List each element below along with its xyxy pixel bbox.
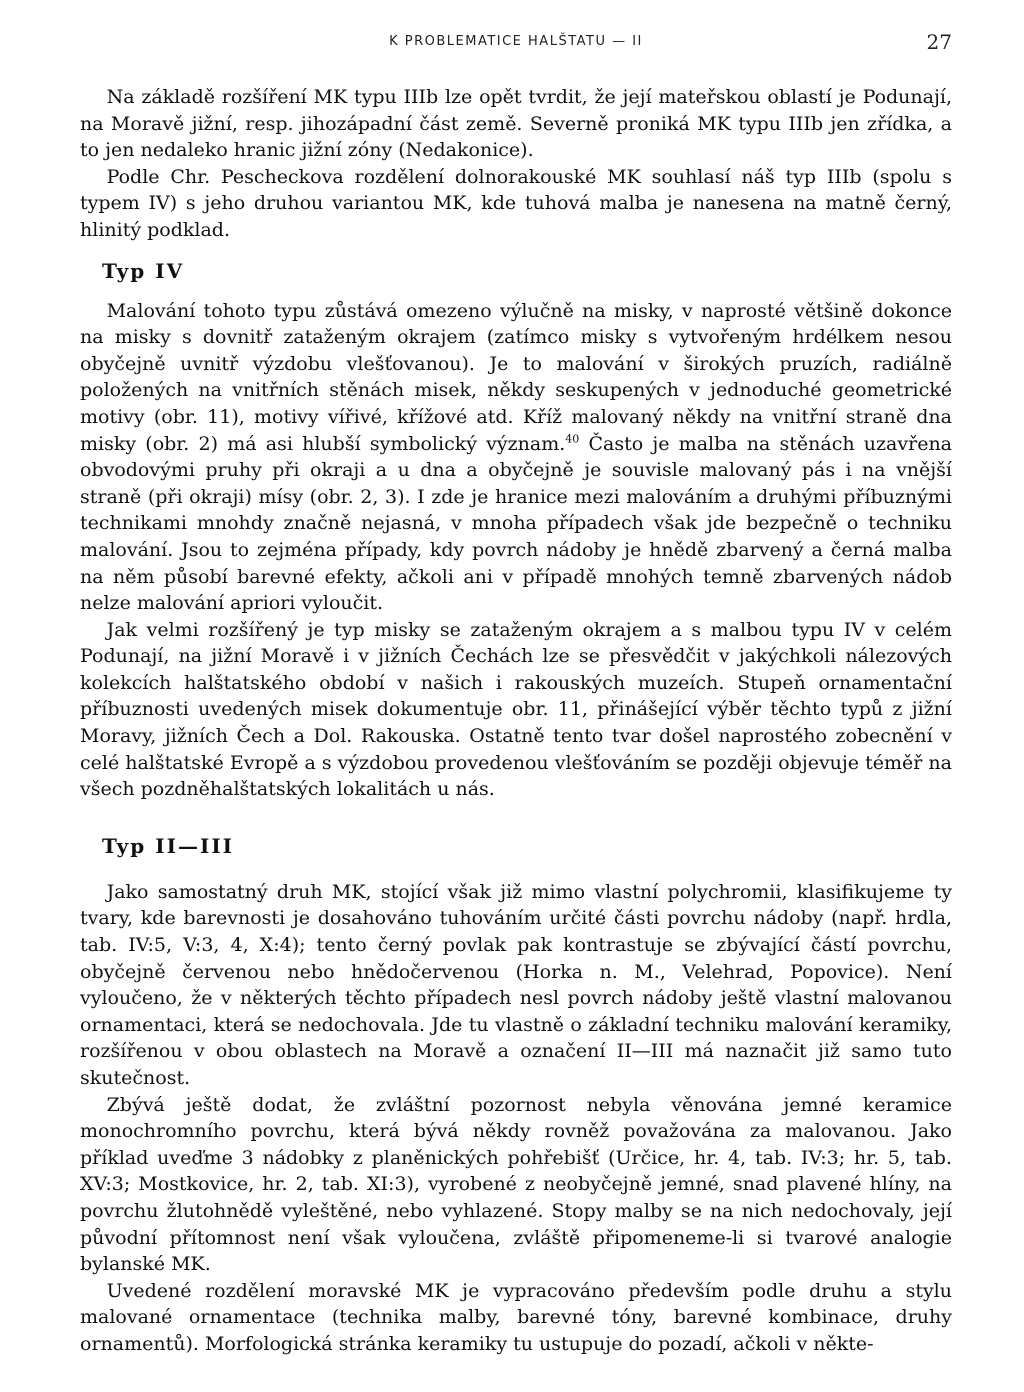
- intro-paragraph-2: Podle Chr. Pescheckova rozdělení dolnorakouské MK souhlasí náš typ IIIb (spolu s typem IV) s jeho druhou variantou MK, kde tuhová malba je nanesena na matně černý, hlinitý podklad.: [80, 165, 952, 241]
- page-number: 27: [926, 30, 952, 54]
- typ-iv-paragraph-2: Jak velmi rozšířený je typ misky se zataženým okrajem a s malbou typu IV v celém Podunají, na jižní Moravě i v jižních Čechách lze se přesvědčit v jakýchkoli nálezových kolekcích halštatského období v našich i rakouských muzeích. Stupeň ornamentační příbuznosti uvedených misek dokumentuje obr. 11, přinášející výběr těchto typů z jižní Moravy, jižních Čech a Dol. Rakouska. Ostatně tento tvar došel naprostého zobecnění v celé halštatské Evropě a s výzdobou provedenou vlešťováním se později objevuje téměř na všech pozdněhalštatských lokalitách u nás.: [80, 618, 952, 801]
- running-header: [80, 28, 952, 58]
- typ-iv-paragraph-1: [80, 298, 952, 617]
- typ-ii-iii-paragraph-2: Zbývá ještě dodat, že zvláštní pozornost nebyla věnována jemné keramice monochromního povrchu, která bývá někdy rovněž považována za malovanou. Jako příklad uveďme 3 nádobky z planěnických pohřebišť (Určice, hr. 4, tab. IV:3; hr. 5, tab. XV:3; Mostkovice, hr. 2, tab. XI:3), vyrobené z neobyčejně jemné, snad plavené hlíny, na povrchu žlutohnědě vyleštěné, nebo vyhlazené. Stopy malby se na nich nedochovaly, její původní přítomnost není však vyloučena, zvláště připomeneme-li si tvarové analogie bylanské MK.: [80, 1093, 952, 1276]
- intro-paragraph-1: Na základě rozšíření MK typu IIIb lze opět tvrdit, že její mateřskou oblastí je Podunají, na Moravě jižní, resp. jihozápadní část země. Severně proniká MK typu IIIb jen zřídka, a to jen nedaleko hranic jižní zóny (Nedakonice).: [80, 86, 952, 162]
- section-heading-typ-ii-iii: Typ II—III: [102, 833, 235, 858]
- running-title: K PROBLEMATICE HALŠTATU — II: [389, 34, 643, 49]
- footnote-reference: 40: [565, 432, 580, 446]
- page: [80, 28, 952, 1358]
- section-heading-typ-iv: Typ IV: [102, 258, 185, 283]
- typ-iv-paragraph-1-text-a: Malování tohoto typu zůstává omezeno výlučně na misky, v naprosté většině dokonce na misky s dovnitř zataženým okrajem (zatímco misky s vytvořeným hrdélkem nesou obyčejně uvnitř výzdobu vlešťovanou). Je to malování v širokých pruzích, radiálně položených na vnitřních stěnách misek, někdy seskupených v jednoduché geometrické motivy (obr. 11), motivy vířivé, křížové atd. Kříž malovaný někdy na vnitřní straně dna misky (obr. 2) má asi hlubší symbolický význam.: [80, 299, 952, 455]
- typ-ii-iii-paragraph-1: Jako samostatný druh MK, stojící však již mimo vlastní polychromii, klasifikujeme ty tvary, kde barevnosti je dosahováno tuhováním určité části povrchu nádoby (např. hrdla, tab. IV:5, V:3, 4, X:4); tento černý povlak pak kontrastuje se zbývající částí povrchu, obyčejně červenou nebo hnědočervenou (Horka n. M., Velehrad, Popovice). Není vyloučeno, že v některých těchto případech nesl povrch nádoby ještě vlastní malovanou ornamentaci, která se nedochovala. Jde tu vlastně o základní techniku malování keramiky, rozšířenou v obou oblastech na Moravě a označení II—III má naznačit již samo tuto skutečnost.: [80, 880, 952, 1089]
- article-body: [80, 84, 952, 1358]
- typ-ii-iii-paragraph-3: Uvedené rozdělení moravské MK je vypracováno především podle druhu a stylu malované ornamentace (technika malby, barevné tóny, barevné kombinace, druhy ornamentů). Morfologická stránka keramiky tu ustupuje do pozadí, ačkoli v někte-: [80, 1279, 952, 1355]
- typ-iv-paragraph-1-text-b: Často je malba na stěnách uzavřena obvodovými pruhy při okraji a u dna a obyčejně je souvisle malovaný pás i na vnější straně (při okraji) mísy (obr. 2, 3). I zde je hranice mezi malováním a druhými příbuznými technikami mnohdy značně nejasná, v mnoha případech však jde bezpečně o techniku malování. Jsou to zejména případy, kdy povrch nádoby je hnědě zbarvený a černá malba na něm působí barevné efekty, ačkoli ani v případě mnohých temně zbarvených nádob nelze malování apriori vyloučit.: [80, 432, 953, 615]
